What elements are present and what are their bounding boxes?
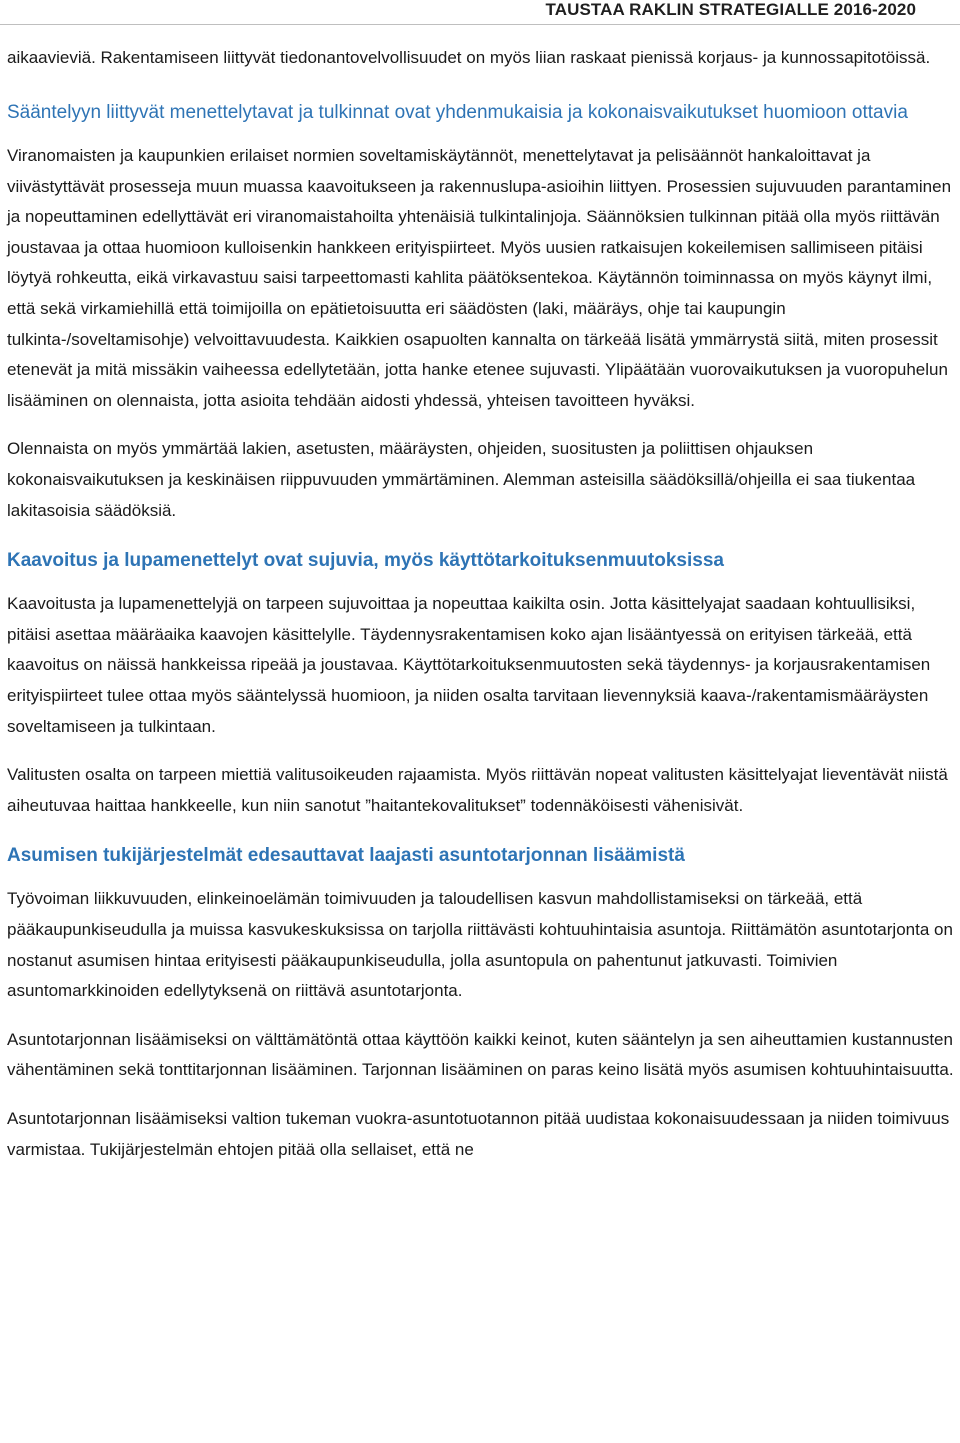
paragraph-housing-supply-measures: Asuntotarjonnan lisäämiseksi on välttämätöntä ottaa käyttöön kaikki keinot, kuten sääntelyn ja sen aiheuttamien kustannusten vähentäminen sekä tonttitarjonnan lisääminen. Tarjonnan lisääminen on paras keino lisätä myös asumisen kohtuuhintaisuutta. [7,1029,954,1080]
paragraph-regulation-overall-effects: Olennaista on myös ymmärtää lakien, asetusten, määräysten, ohjeiden, suositusten ja poliittisen ohjauksen kokonaisvaikutuksen ja keskinäisen riippuvuuden ymmärtäminen. Alemman asteisilla säädöksillä/ohjeilla ei saa tiukentaa lakitasoisia säädöksiä. [7,439,916,520]
running-header-title: TAUSTAA RAKLIN STRATEGIALLE 2016-2020 [545,0,916,19]
header-divider [0,24,960,25]
section-heading-regulation: Sääntelyyn liittyvät menettelytavat ja tulkinnat ovat yhdenmukaisia ja kokonaisvaikutukset huomioon ottavia [7,101,908,123]
paragraph-regulation-practices: Viranomaisten ja kaupunkien erilaiset normien soveltamiskäytännöt, menettelytavat ja pelisäännöt hankaloittavat ja viivästyttävät prosesseja muun muassa kaavoitukseen ja rakennuslupa-asioihin liittyen. Prosessien sujuvuuden parantaminen ja nopeuttaminen edellyttävät eri viranomaistahoilta yhtenäisiä tulkintalinjoja. Säännöksien tulkinnan pitää olla myös riittävän joustavaa ja ottaa huomioon kulloisenkin hankkeen erityispiirteet. Myös uusien ratkaisujen kokeilemisen sallimiseen pitäisi löytyä rohkeutta, eikä virkavastuu saisi tarpeettomasti kahlita päätöksentekoa. Käytännön toiminnassa on myös käynyt ilmi, että sekä virkamiehillä että toimijoilla on epätietoisuutta eri säädösten (laki, määräys, ohje tai kaupungin tulkinta-/soveltamisohje) velvoittavuudesta. Kaikkien osapuolten kannalta on tärkeää lisätä ymmärrystä siitä, miten prosessit etenevät ja mitä missäkin vaiheessa edellytetään, jotta hanke etenee sujuvasti. Ylipäätään vuorovaikutuksen ja vuoropuhelun lisääminen on olennaista, jotta asioita tehdään aidosti yhdessä, yhteisen tavoitteen hyväksi. [7,146,952,410]
paragraph-zoning-permits: Kaavoitusta ja lupamenettelyjä on tarpeen sujuvoittaa ja nopeuttaa kaikilta osin. Jotta käsittelyajat saadaan kohtuullisiksi, pitäisi asettaa määräaika kaavojen käsittelylle. Täydennysrakentamisen koko ajan lisääntyessä on erityisen tärkeää, että kaavoitus on näissä hankkeissa ripeää ja joustavaa. Käyttötarkoituksenmuutosten sekä täydennys- ja korjausrakentamisen erityispiirteet tulee ottaa myös sääntelyssä huomioon, ja niiden osalta tarvitaan lievennyksiä kaava-/rakentamismääräysten soveltamiseen ja tulkintaan. [7,594,931,736]
paragraph-housing-labour-mobility: Työvoiman liikkuvuuden, elinkeinoelämän toimivuuden ja taloudellisen kasvun mahdollistamiseksi on tärkeää, että pääkaupunkiseudulla ja muissa kasvukeskuksissa on tarjolla riittävästi kohtuuhintaisia asuntoja. Riittämätön asuntotarjonta on nostanut asumisen hintaa erityisesti pääkaupunkiseudulla, jolla asuntopula on pahentunut jatkuvasti. Toimivien asuntomarkkinoiden edellytyksenä on riittävä asuntotarjonta. [7,889,953,1001]
paragraph-continuation: aikaavieviä. Rakentamiseen liittyvät tiedonantovelvollisuudet on myös liian raskaat pienissä korjaus- ja kunnossapitotöissä. [7,48,931,67]
paragraph-state-supported-rental: Asuntotarjonnan lisäämiseksi valtion tukeman vuokra-asuntotuotannon pitää uudistaa kokonaisuudessaan ja niiden toimivuus varmistaa. Tukijärjestelmän ehtojen pitää olla sellaiset, että ne [7,1108,950,1159]
document-body [7,43,955,1165]
paragraph-appeals: Valitusten osalta on tarpeen miettiä valitusoikeuden rajaamista. Myös riittävän nopeat valitusten käsittelyajat lieventävät niistä aiheutuvaa haittaa hankkeelle, kun niin sanotut ”haitantekovalitukset” todennäköisesti vähenisivät. [7,765,948,815]
section-heading-housing-support: Asumisen tukijärjestelmät edesauttavat laajasti asuntotarjonnan lisäämistä [7,845,685,867]
section-heading-zoning: Kaavoitus ja lupamenettelyt ovat sujuvia, myös käyttötarkoituksenmuutoksissa [7,550,724,572]
